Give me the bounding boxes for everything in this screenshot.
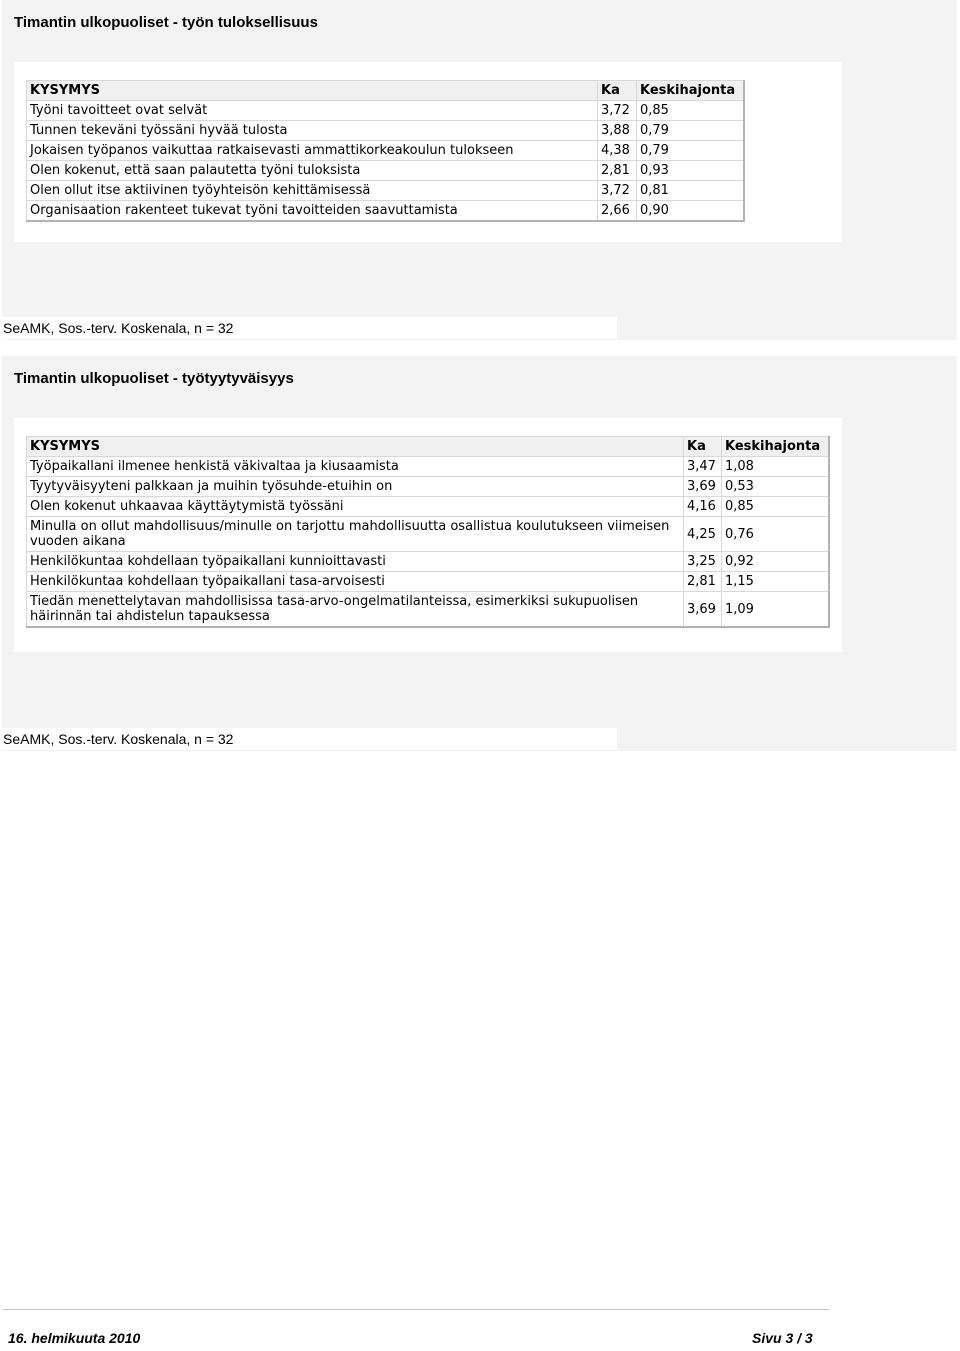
stdev-cell: 0,81 [637, 181, 745, 201]
mean-cell: 3,25 [684, 552, 722, 572]
stdev-cell: 0,53 [722, 477, 830, 497]
table-row [27, 181, 745, 201]
mean-cell: 3,47 [684, 457, 722, 477]
question-cell: Tyytyväisyyteni palkkaan ja muihin työsuhde-etuihin on [27, 477, 684, 497]
stdev-cell: 0,85 [637, 101, 745, 121]
table-row [27, 101, 745, 121]
question-cell: Olen ollut itse aktiivinen työyhteisön kehittämisessä [27, 181, 598, 201]
header-mean: Ka [598, 81, 637, 101]
header-stdev: Keskihajonta [722, 437, 830, 457]
mean-cell: 3,72 [598, 101, 637, 121]
table-panel [14, 418, 842, 652]
mean-cell: 3,88 [598, 121, 637, 141]
source-note: SeAMK, Sos.-terv. Koskenala, n = 32 [3, 731, 234, 747]
mean-cell: 3,69 [684, 477, 722, 497]
source-note: SeAMK, Sos.-terv. Koskenala, n = 32 [3, 320, 234, 336]
stdev-cell: 0,90 [637, 201, 745, 222]
page-footer-date: 16. helmikuuta 2010 [8, 1330, 141, 1346]
section-tyotyytyvaisyys [2, 356, 957, 751]
section-title: Timantin ulkopuoliset - työn tuloksellisuus [14, 14, 318, 31]
table-row [27, 201, 745, 222]
stdev-cell: 0,85 [722, 497, 830, 517]
mean-cell: 2,66 [598, 201, 637, 222]
table-row [27, 141, 745, 161]
stdev-cell: 0,79 [637, 141, 745, 161]
question-cell: Henkilökuntaa kohdellaan työpaikallani kunnioittavasti [27, 552, 684, 572]
table-row [27, 477, 830, 497]
mean-cell: 4,38 [598, 141, 637, 161]
results-table [26, 80, 745, 222]
results-table [26, 436, 830, 628]
stdev-cell: 1,09 [722, 592, 830, 628]
table-row [27, 552, 830, 572]
section-title: Timantin ulkopuoliset - työtyytyväisyys [14, 370, 294, 387]
stdev-cell: 0,93 [637, 161, 745, 181]
question-cell: Työni tavoitteet ovat selvät [27, 101, 598, 121]
mean-cell: 3,69 [684, 592, 722, 628]
question-cell: Tunnen tekeväni työssäni hyvää tulosta [27, 121, 598, 141]
mean-cell: 2,81 [598, 161, 637, 181]
header-question: KYSYMYS [27, 437, 684, 457]
stdev-cell: 0,79 [637, 121, 745, 141]
stdev-cell: 1,15 [722, 572, 830, 592]
question-cell: Olen kokenut uhkaavaa käyttäytymistä työssäni [27, 497, 684, 517]
question-cell: Minulla on ollut mahdollisuus/minulle on tarjottu mahdollisuutta osallistua koulutukseen viimeisen vuoden aikana [27, 517, 684, 552]
mean-cell: 3,72 [598, 181, 637, 201]
table-row [27, 121, 745, 141]
header-stdev: Keskihajonta [637, 81, 745, 101]
stdev-cell: 0,92 [722, 552, 830, 572]
source-note-strip [2, 317, 617, 339]
table-header-row [27, 81, 745, 101]
mean-cell: 2,81 [684, 572, 722, 592]
table-row [27, 517, 830, 552]
table-panel [14, 62, 842, 242]
table-row [27, 161, 745, 181]
page-footer-page-number: Sivu 3 / 3 [752, 1330, 813, 1346]
mean-cell: 4,16 [684, 497, 722, 517]
page-footer-divider [2, 1309, 830, 1310]
table-row [27, 497, 830, 517]
table-row [27, 572, 830, 592]
table-header-row [27, 437, 830, 457]
mean-cell: 4,25 [684, 517, 722, 552]
question-cell: Työpaikallani ilmenee henkistä väkivaltaa ja kiusaamista [27, 457, 684, 477]
question-cell: Olen kokenut, että saan palautetta työni tuloksista [27, 161, 598, 181]
question-cell: Henkilökuntaa kohdellaan työpaikallani tasa-arvoisesti [27, 572, 684, 592]
header-mean: Ka [684, 437, 722, 457]
table-row [27, 592, 830, 628]
header-question: KYSYMYS [27, 81, 598, 101]
source-note-strip [2, 728, 617, 750]
table-row [27, 457, 830, 477]
section-tuloksellisuus [2, 0, 957, 340]
stdev-cell: 1,08 [722, 457, 830, 477]
stdev-cell: 0,76 [722, 517, 830, 552]
question-cell: Jokaisen työpanos vaikuttaa ratkaisevasti ammattikorkeakoulun tulokseen [27, 141, 598, 161]
question-cell: Organisaation rakenteet tukevat työni tavoitteiden saavuttamista [27, 201, 598, 222]
question-cell: Tiedän menettelytavan mahdollisissa tasa-arvo-ongelmatilanteissa, esimerkiksi sukupuolisen häirinnän tai ahdistelun tapauksessa [27, 592, 684, 628]
